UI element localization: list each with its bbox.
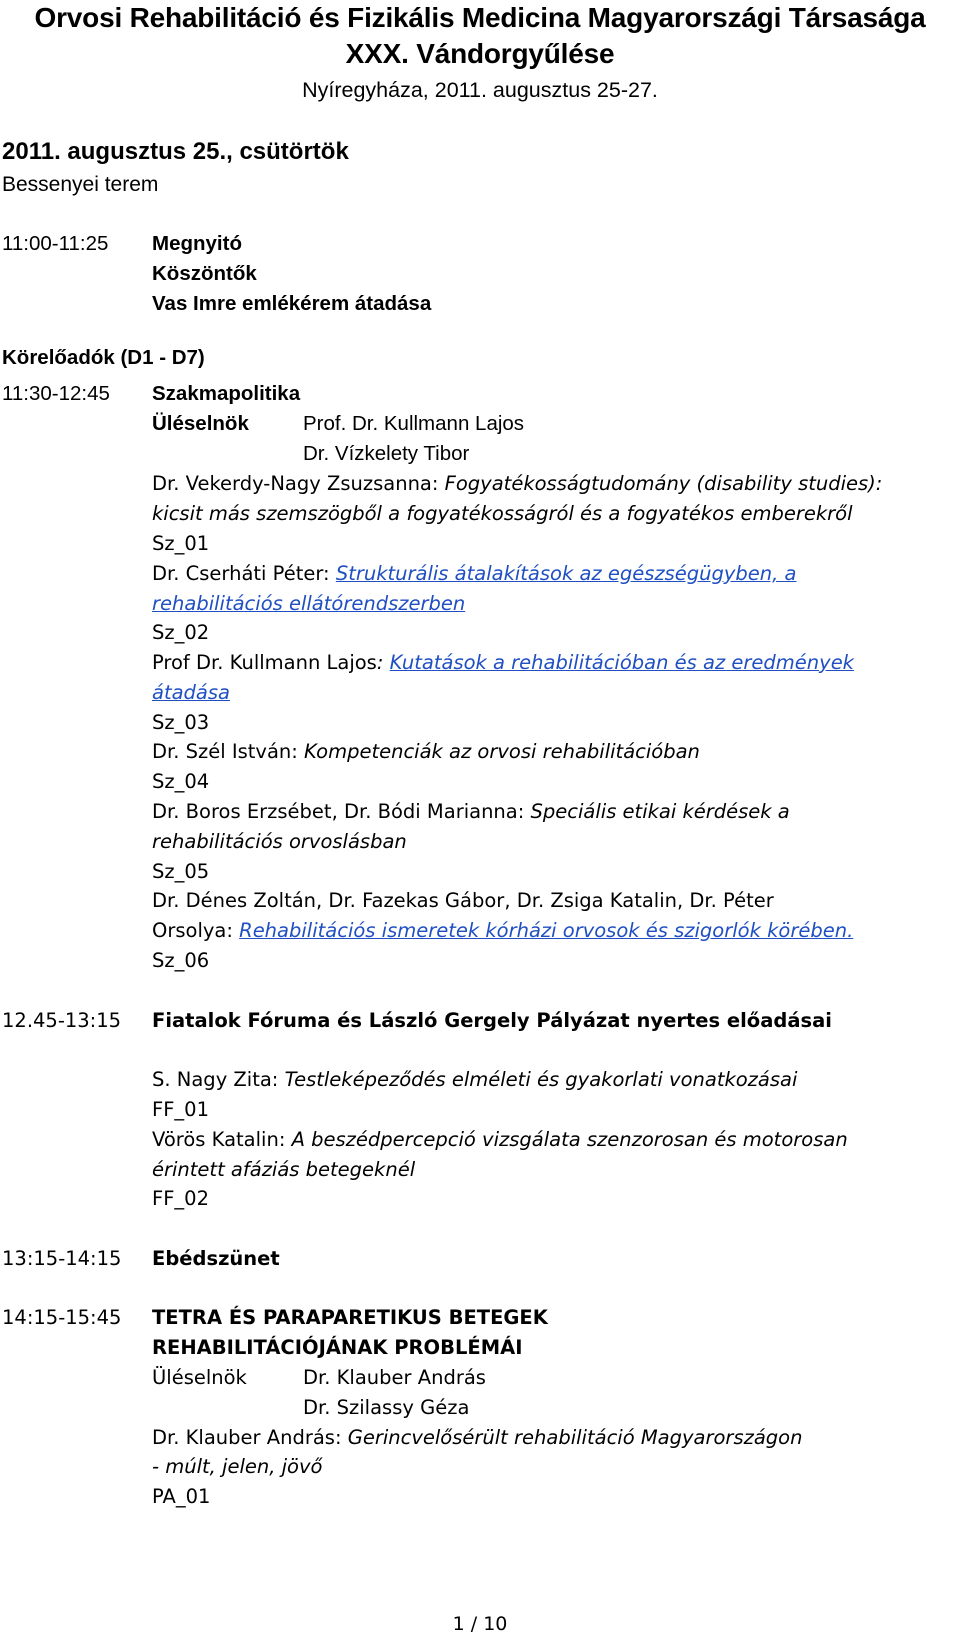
talk-code: Sz_05 (152, 860, 210, 883)
talk-line (152, 592, 465, 615)
day-weekday: , csütörtök (226, 138, 349, 165)
session-title: Fiatalok Fóruma és László Gergely Pályázat nyertes előadásai (152, 1009, 832, 1032)
talk-title-link[interactable]: Rehabilitációs ismeretek kórházi orvosok és szigorlók körében. (239, 919, 854, 942)
chairs-label: Üléselnök (152, 412, 249, 435)
talk-author-cont: Orsolya: (152, 919, 240, 942)
talk-author: Dr. Boros Erzsébet, Dr. Bódi Marianna: (152, 800, 531, 823)
talk-line (152, 1128, 848, 1151)
talk-author: Dr. Vekerdy-Nagy Zsuzsanna: (152, 472, 445, 495)
chairs-label: Üléselnök (152, 1366, 247, 1389)
society-title: Orvosi Rehabilitáció és Fizikális Medicina Magyarországi Társasága (34, 2, 926, 33)
session-title-cont: REHABILITÁCIÓJÁNAK PROBLÉMÁI (152, 1336, 523, 1359)
talk-title-cont: rehabilitációs orvoslásban (152, 830, 407, 853)
talk-line (152, 651, 854, 674)
talk-code: Sz_03 (152, 711, 210, 734)
chair-name: Dr. Vízkelety Tibor (303, 442, 470, 465)
opening-time: 11:00-11:25 (2, 232, 109, 255)
session-time: 14:15-15:45 (2, 1306, 122, 1329)
room-name: Bessenyei terem (2, 173, 159, 196)
page-number: 1 / 10 (452, 1613, 508, 1635)
session-title: Szakmapolitika (152, 382, 301, 405)
talk-title: Speciális etikai kérdések a (530, 800, 790, 823)
talk-code: Sz_01 (152, 532, 210, 555)
welcome-line: Köszöntők (152, 262, 257, 285)
talk-author: S. Nagy Zita: (152, 1068, 285, 1091)
talk-code: PA_01 (152, 1485, 211, 1508)
session-time: 11:30-12:45 (2, 382, 110, 405)
talk-title: Fogyatékosságtudomány (disability studies): (444, 472, 883, 495)
talk-title-link[interactable]: Strukturális átalakítások az egészségügyben, a (335, 562, 797, 585)
opening-line: Megnyitó (152, 232, 242, 255)
day-date: 2011. augusztus 25. (2, 138, 227, 165)
talk-author: Vörös Katalin: (152, 1128, 292, 1151)
talk-code: Sz_04 (152, 770, 210, 793)
talk-title: Kompetenciák az orvosi rehabilitációban (304, 740, 700, 763)
talk-title-cont: érintett afáziás betegeknél (152, 1158, 416, 1181)
talk-title: Gerincvelősérült rehabilitáció Magyarországon (347, 1426, 803, 1449)
talk-line (152, 740, 700, 763)
talk-author: Prof Dr. Kullmann Lajos (152, 651, 377, 674)
talk-line (152, 800, 790, 823)
talk-code: FF_01 (152, 1098, 209, 1121)
talk-author: Dr. Dénes Zoltán, Dr. Fazekas Gábor, Dr. Zsiga Katalin, Dr. Péter (152, 889, 774, 912)
session-title: TETRA ÉS PARAPARETIKUS BETEGEK (152, 1306, 548, 1329)
talk-title-link[interactable]: rehabilitációs ellátórendszerben (152, 592, 466, 615)
talk-colon: : (376, 651, 390, 674)
session-time: 12.45-13:15 (2, 1009, 122, 1032)
talk-title: Testleképeződés elméleti és gyakorlati vonatkozásai (284, 1068, 798, 1091)
talk-line (152, 919, 853, 942)
chair-name: Dr. Szilassy Géza (303, 1396, 470, 1419)
talk-title-cont: - múlt, jelen, jövő (152, 1455, 323, 1478)
talk-author: Dr. Klauber András: (152, 1426, 348, 1449)
talk-title: A beszédpercepció vizsgálata szenzorosan és motorosan (291, 1128, 848, 1151)
talk-author: Dr. Szél István: (152, 740, 305, 763)
day-heading (2, 138, 349, 166)
chair-name: Dr. Klauber András (303, 1366, 486, 1389)
award-line: Vas Imre emlékérem átadása (152, 292, 432, 315)
talk-code: FF_02 (152, 1187, 209, 1210)
talk-title-link[interactable]: Kutatások a rehabilitációban és az eredmények (389, 651, 854, 674)
talk-line (152, 681, 230, 704)
talk-title-link[interactable]: átadása (152, 681, 230, 704)
talk-author: Dr. Cserháti Péter: (152, 562, 336, 585)
congress-title: XXX. Vándorgyűlése (345, 38, 615, 69)
talk-code: Sz_06 (152, 949, 210, 972)
talk-title-cont: kicsit más szemszögből a fogyatékosságról és a fogyatékos emberekről (152, 502, 853, 525)
lunch-time: 13:15-14:15 (2, 1247, 122, 1270)
talk-code: Sz_02 (152, 621, 210, 644)
lunch-title: Ebédszünet (152, 1247, 280, 1270)
talk-line (152, 1426, 802, 1449)
place-date: Nyíregyháza, 2011. augusztus 25-27. (302, 78, 658, 102)
talk-line (152, 562, 797, 585)
talk-line (152, 1068, 797, 1091)
talk-line (152, 472, 882, 495)
chair-name: Prof. Dr. Kullmann Lajos (303, 412, 525, 435)
invited-heading: Körelőadók (D1 - D7) (2, 346, 205, 369)
